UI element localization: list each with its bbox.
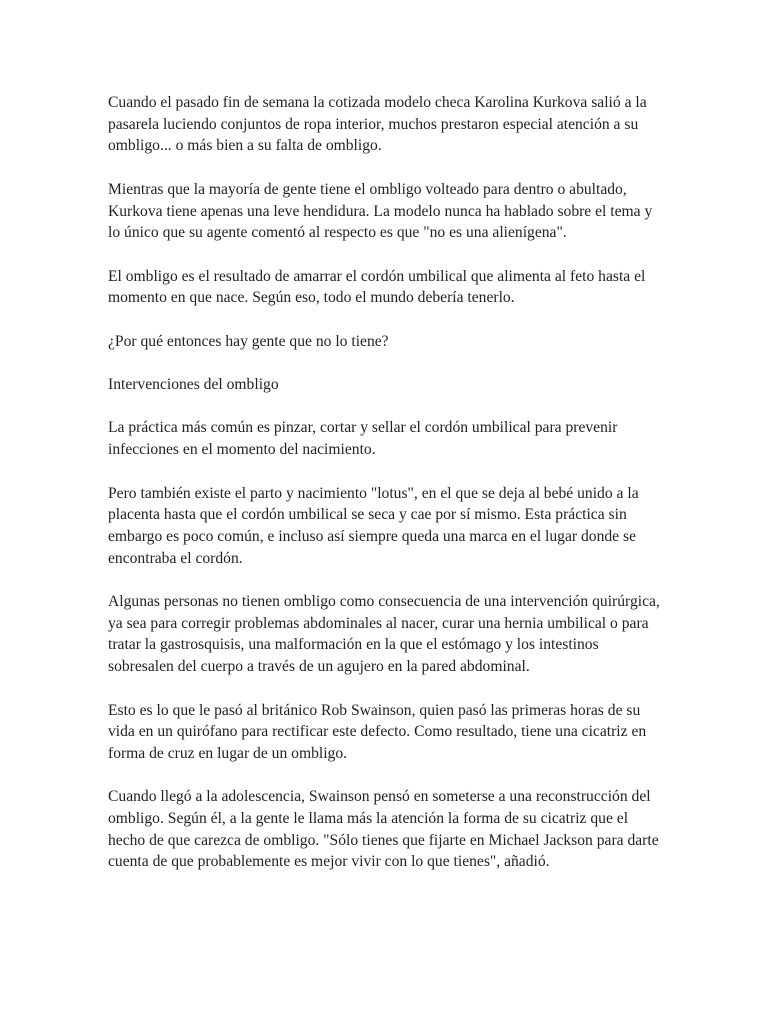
paragraph-reconstruction: Cuando llegó a la adolescencia, Swainson pensó en someterse a una reconstrucción del ombligo. Según él, a la gente le llama más la atención la forma de su cicatriz que el hecho de que carezca de ombligo. "Sólo tienes que fijarte en Michael Jackson para darte cuenta de que probablemente es mejor vivir con lo que tienes", añadió. [108,788,659,871]
paragraph-common-practice: La práctica más común es pinzar, cortar y sellar el cordón umbilical para prevenir infecciones en el momento del nacimiento. [108,419,618,459]
paragraph-lotus-birth: Pero también existe el parto y nacimiento "lotus", en el que se deja al bebé unido a la placenta hasta que el cordón umbilical se seca y cae por sí mismo. Esta práctica sin embargo es poco común, e incluso así siempre queda una marca en el lugar donde se encontraba el cordón. [108,484,639,567]
paragraph-swainson: Esto es lo que le pasó al británico Rob Swainson, quien pasó las primeras horas de su vida en un quirófano para rectificar este defecto. Como resultado, tiene una cicatriz en forma de cruz en lugar de un ombligo. [108,701,647,762]
document-body [108,92,668,873]
paragraph-intro: Cuando el pasado fin de semana la cotizada modelo checa Karolina Kurkova salió a la pasarela luciendo conjuntos de ropa interior, muchos prestaron especial atención a su ombligo... o más bien a su falta de ombligo. [108,94,647,155]
paragraph-explanation: El ombligo es el resultado de amarrar el cordón umbilical que alimenta al feto hasta el momento en que nace. Según eso, todo el mundo debería tenerlo. [108,267,646,307]
section-heading: Intervenciones del ombligo [108,376,279,394]
paragraph-question: ¿Por qué entonces hay gente que no lo tiene? [108,332,389,350]
paragraph-surgery: Algunas personas no tienen ombligo como consecuencia de una intervención quirúrgica, ya sea para corregir problemas abdominales al nacer, curar una hernia umbilical o para tratar la gastrosquisis, una malformación en la que el estómago y los intestinos sobresalen del cuerpo a través de un agujero en la pared abdominal. [108,593,660,676]
paragraph-kurkova: Mientras que la mayoría de gente tiene el ombligo volteado para dentro o abultado, Kurkova tiene apenas una leve hendidura. La modelo nunca ha hablado sobre el tema y lo único que su agente comentó al respecto es que "no es una alienígena". [108,180,653,242]
